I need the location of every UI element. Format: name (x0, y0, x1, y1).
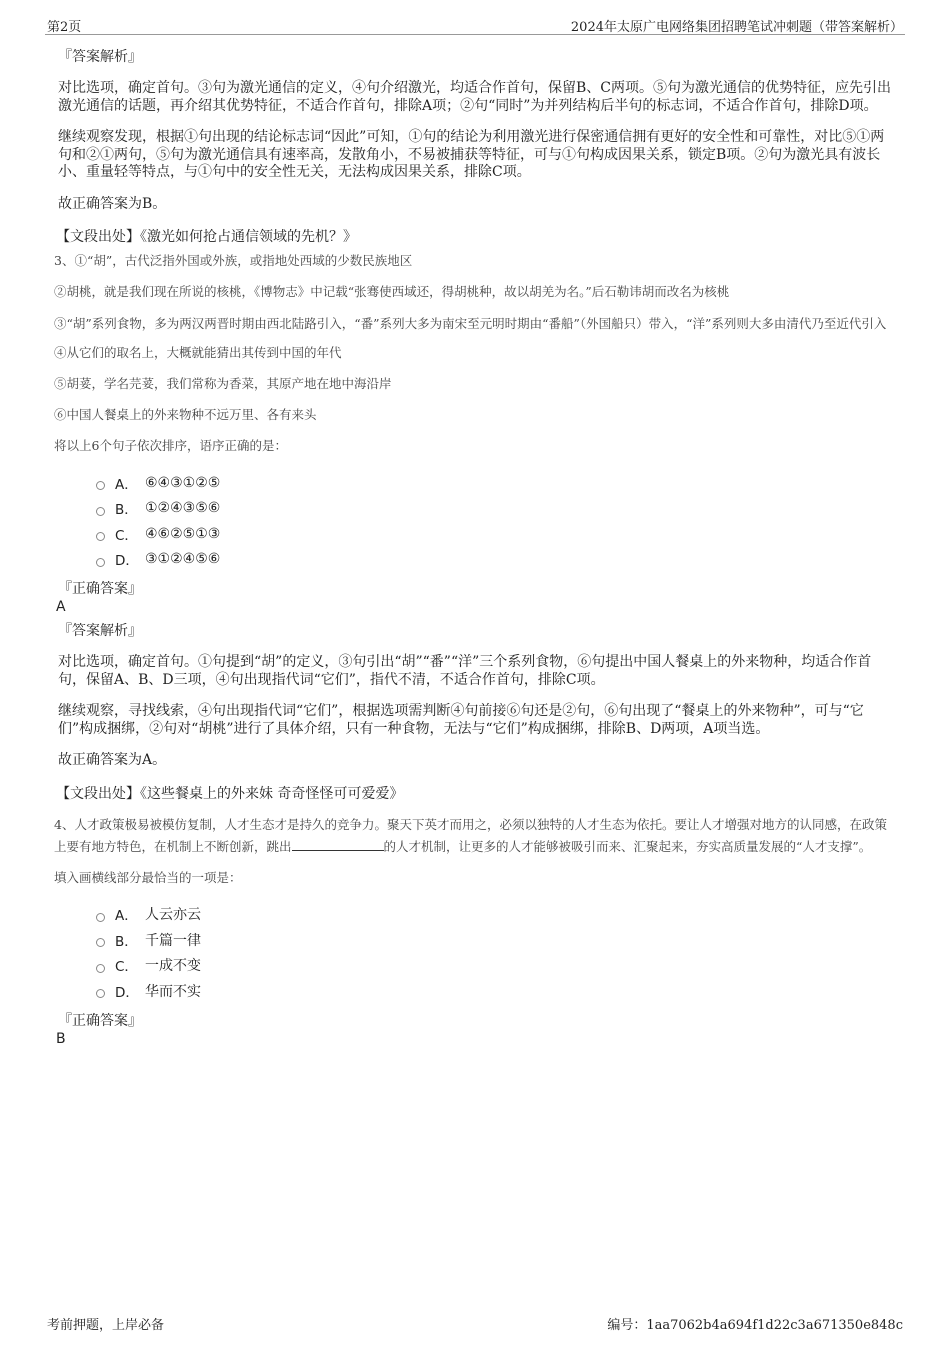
fill-blank (292, 838, 384, 851)
analysis-conclusion: 故正确答案为B。 (58, 195, 167, 212)
question-sentence: ③“胡”系列食物，多为两汉两晋时期由西北陆路引入，“番”系列大多为南宋至元明时期由“番船”（外国船只）带入，“洋”系列则大多由清代乃至近代引入 (54, 316, 887, 331)
option-c[interactable]: C． ④⑥②⑤①③ (96, 521, 896, 547)
page-number: 第2页 (47, 20, 82, 35)
document-title: 2024年太原广电网络集团招聘笔试冲刺题（带答案解析） (570, 20, 903, 35)
question-stem: 4、人才政策极易被模仿复制，人才生态才是持久的竞争力。聚天下英才而用之，必须以独特的人才生态为依托。要让人才增强对地方的认同感，在政策上要有地方特色，在机制上不断创新，跳出 的人才机制，让更多的人才能够被吸引而来、汇聚起来，夯实高质量发展的“人才支撑”。 (54, 816, 887, 854)
radio-icon[interactable] (96, 989, 105, 998)
option-d[interactable]: D． ③①②④⑤⑥ (96, 547, 896, 573)
answer-analysis-label: 『答案解析』 (58, 623, 142, 639)
radio-icon[interactable] (96, 938, 105, 947)
analysis-paragraph: 继续观察，寻找线索，④句出现指代词“它们”，根据选项需判断④句前接⑥句还是②句，⑥句出现了“餐桌上的外来物种”，可与“它们”构成捆绑，②句对“胡桃”进行了具体介绍，只有一种食物，无法与“它们”构成捆绑，排除B、D两项，A项当选。 (58, 703, 864, 737)
option-d[interactable]: D． 华而不实 (96, 978, 896, 1004)
option-a[interactable]: A． ⑥④③①②⑤ (96, 470, 896, 496)
option-b[interactable]: B． ①②④③⑤⑥ (96, 496, 896, 522)
answer-analysis-label: 『答案解析』 (58, 49, 142, 65)
analysis-paragraph: 对比选项，确定首句。③句为激光通信的定义，④句介绍激光，均适合作首句，保留B、C两项。⑤句为激光通信的优势特征，应先引出激光通信的话题，再介绍其优势特征，不适合作首句，排除A项；②句“同时”为并列结构后半句的标志词，不适合作首句，排除D项。 (58, 80, 891, 114)
radio-icon[interactable] (96, 532, 105, 541)
correct-answer-label: 『正确答案』 (58, 581, 142, 597)
question-prompt: 将以上6个句子依次排序，语序正确的是： (54, 438, 287, 453)
radio-icon[interactable] (96, 964, 105, 973)
option-a[interactable]: A． 人云亦云 (96, 902, 896, 928)
radio-icon[interactable] (96, 481, 105, 490)
passage-source: 【文段出处】《这些餐桌上的外来妹 奇奇怪怪可可爱爱》 (56, 785, 404, 802)
analysis-paragraph: 对比选项，确定首句。①句提到“胡”的定义，③句引出“胡”“番”“洋”三个系列食物，⑥句提出中国人餐桌上的外来物种，均适合作首句，保留A、B、D三项，④句出现指代词“它们”，指代不清，不适合作首句，排除C项。 (58, 654, 872, 688)
question-4 (56, 814, 896, 1048)
analysis-paragraph: 继续观察发现，根据①句出现的结论标志词“因此”可知，①句的结论为利用激光进行保密通信拥有更好的安全性和可靠性，对比⑤①两句和②①两句，⑤句为激光通信具有速率高，发散角小，不易被捕获等特征，可与①句构成因果关系，锁定B项。②句为激光具有波长小、重量轻等特点，与①句中的安全性无关，无法构成因果关系，排除C项。 (58, 129, 885, 180)
question-sentence: ②胡桃，就是我们现在所说的核桃，《博物志》中记载“张骞使西域还，得胡桃种，故以胡羌为名。”后石勒讳胡而改名为核桃 (54, 284, 730, 299)
passage-source: 【文段出处】《激光如何抢占通信领域的先机？》 (56, 229, 357, 245)
answer-options (96, 470, 896, 572)
question-sentence: ⑤胡荽，学名芫荽，我们常称为香菜，其原产地在地中海沿岸 (54, 376, 392, 391)
radio-icon[interactable] (96, 558, 105, 567)
question-sentence: ⑥中国人餐桌上的外来物种不远万里、各有来头 (54, 407, 317, 422)
question-3 (56, 251, 896, 804)
option-c[interactable]: C． 一成不变 (96, 953, 896, 979)
radio-icon[interactable] (96, 913, 105, 922)
correct-answer-label: 『正确答案』 (58, 1012, 142, 1029)
analysis-conclusion: 故正确答案为A。 (58, 752, 167, 768)
option-b[interactable]: B． 千篇一律 (96, 927, 896, 953)
radio-icon[interactable] (96, 507, 105, 516)
question-prompt: 填入画横线部分最恰当的一项是： (54, 869, 242, 885)
question-sentence: 3、①“胡”，古代泛指外国或外族，或指地处西域的少数民族地区 (54, 253, 413, 268)
document-id: 编号：1aa7062b4a694f1d22c3a671350e848c (607, 1318, 903, 1333)
correct-answer: B (56, 1030, 66, 1047)
page-header (45, 14, 905, 35)
correct-answer: A (56, 599, 66, 615)
page-footer (45, 1312, 905, 1332)
question-sentence: ④从它们的取名上，大概就能猜出其传到中国的年代 (54, 345, 342, 360)
page-content (56, 40, 896, 1048)
answer-options (96, 902, 896, 1004)
footer-slogan: 考前押题，上岸必备 (47, 1318, 165, 1333)
